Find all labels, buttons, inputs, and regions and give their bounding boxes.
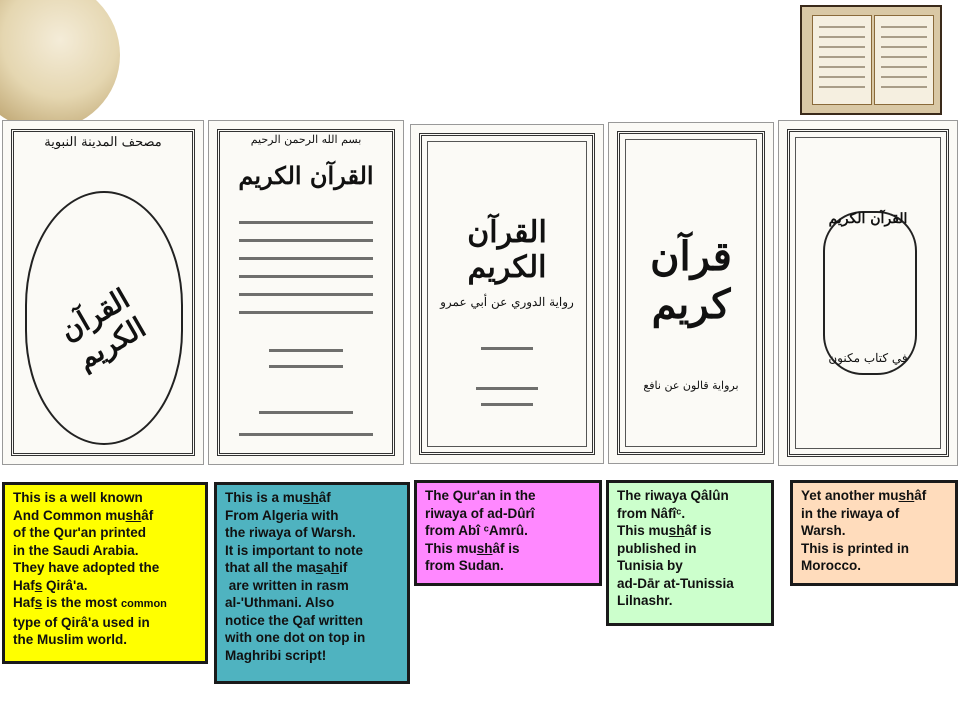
caption-line: from Sudan.: [425, 558, 504, 573]
cover-title-calligraphy: القرآن الكريم: [828, 211, 908, 227]
open-quran-image: [800, 5, 942, 115]
caption-line: Warsh.: [801, 523, 846, 538]
mushaf-cover-tunisia: [608, 122, 774, 464]
caption-sudan: [414, 480, 602, 586]
caption-morocco: [790, 480, 958, 586]
caption-line: Lilnashr.: [617, 593, 673, 608]
cover-title-calligraphy: قرآن كريم: [650, 233, 732, 328]
mushaf-cover-algeria: [208, 120, 404, 465]
caption-line: published in: [617, 540, 697, 556]
caption-line: in the Saudi Arabia.: [13, 542, 139, 558]
caption-line: that all the masahif: [225, 560, 348, 575]
caption-line: They have adopted the: [13, 560, 160, 575]
caption-line: are written in rasm: [225, 577, 349, 593]
globe-decoration: [0, 0, 120, 130]
caption-line: type of Qirâ'a used in: [13, 614, 150, 630]
cover-subtitle-text: في كتاب مكنون: [828, 351, 908, 365]
caption-line: Hafs Qirâ'a.: [13, 577, 88, 593]
caption-saudi: [2, 482, 208, 664]
caption-line: ad-Dār at-Tunissia: [617, 575, 734, 591]
caption-algeria: [214, 482, 410, 684]
caption-line: It is important to note: [225, 542, 363, 558]
caption-line: This mushâf is: [617, 523, 712, 538]
cover-header-text: بسم الله الرحمن الرحيم: [250, 133, 362, 146]
book-right-page: [874, 15, 934, 105]
cover-subtitle-text: برواية قالون عن نافع: [643, 379, 739, 392]
book-left-page: [812, 15, 872, 105]
mushaf-cover-saudi: [2, 120, 204, 465]
caption-line: from Nâfîᶜ.: [617, 505, 686, 521]
caption-line: the Muslim world.: [13, 632, 128, 647]
cover-title-calligraphy: القرآن الكريم: [467, 215, 547, 285]
caption-line: riwaya of ad-Dûrî: [425, 505, 535, 521]
caption-line: of the Qur'an printed: [13, 525, 146, 540]
cover-title-calligraphy: القرآن الكريم: [238, 161, 374, 190]
caption-line: Yet another mushâf: [801, 488, 927, 503]
cover-title-calligraphy: القرآن الكريم: [54, 281, 152, 376]
cover-header-text: مصحف المدينة النبوية: [44, 135, 162, 150]
caption-line: Morocco.: [801, 558, 862, 573]
caption-line: This is a well known: [13, 490, 143, 505]
caption-line: This is printed in: [801, 540, 910, 556]
caption-line: The riwaya Qâlûn: [617, 488, 729, 503]
caption-line: This mushâf is: [425, 540, 520, 556]
mushaf-cover-morocco: [778, 120, 958, 466]
caption-line: Tunisia by: [617, 558, 683, 573]
caption-line: Maghribi script!: [225, 647, 327, 663]
caption-tunisia: [606, 480, 774, 626]
caption-line: This is a mushâf: [225, 490, 331, 505]
caption-line: notice the Qaf written: [225, 612, 364, 628]
caption-line: The Qur'an in the: [425, 488, 536, 503]
cover-subtitle-text: رواية الدوري عن أبي عمرو: [440, 295, 574, 309]
caption-line: with one dot on top in: [225, 630, 366, 645]
caption-line: And Common mushâf: [13, 507, 154, 523]
caption-line: from Abî ᶜAmrû.: [425, 523, 528, 538]
caption-line: Hafs is the most common: [13, 595, 167, 610]
caption-line: the riwaya of Warsh.: [225, 525, 356, 540]
mushaf-cover-sudan: [410, 124, 604, 464]
caption-line: From Algeria with: [225, 507, 339, 523]
caption-line: al-'Uthmani. Also: [225, 595, 335, 610]
caption-line: in the riwaya of: [801, 505, 900, 521]
